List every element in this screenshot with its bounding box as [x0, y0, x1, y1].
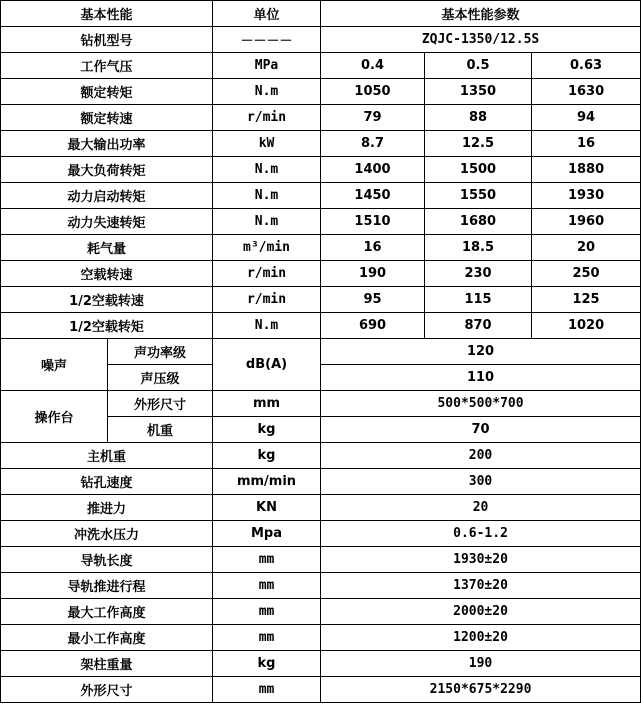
- param-unit: Mpa: [213, 521, 321, 547]
- table-row: [1, 443, 641, 469]
- table-row: [1, 287, 641, 313]
- param-name: 最大工作高度: [1, 599, 213, 625]
- param-name: 推进力: [1, 495, 213, 521]
- table-row: [1, 391, 641, 417]
- table-row: [1, 599, 641, 625]
- param-value: 125: [532, 287, 641, 313]
- table-row: [1, 625, 641, 651]
- table-row: [1, 573, 641, 599]
- param-value: 0.4: [321, 53, 425, 79]
- param-name: 主机重: [1, 443, 213, 469]
- param-name: 空载转速: [1, 261, 213, 287]
- param-value: 70: [321, 417, 641, 443]
- table-row: [1, 79, 641, 105]
- table-row: [1, 157, 641, 183]
- param-unit: KN: [213, 495, 321, 521]
- param-name: 动力失速转矩: [1, 209, 213, 235]
- param-name: 导轨推进行程: [1, 573, 213, 599]
- param-unit: mm/min: [213, 469, 321, 495]
- table-row: [1, 261, 641, 287]
- param-unit: mm: [213, 625, 321, 651]
- param-value: 690: [321, 313, 425, 339]
- param-name: 工作气压: [1, 53, 213, 79]
- param-unit: mm: [213, 391, 321, 417]
- param-value: 870: [425, 313, 532, 339]
- param-name: 钻孔速度: [1, 469, 213, 495]
- param-value: 190: [321, 261, 425, 287]
- param-value: 1680: [425, 209, 532, 235]
- param-value: 1960: [532, 209, 641, 235]
- param-name: 耗气量: [1, 235, 213, 261]
- param-unit: mm: [213, 573, 321, 599]
- param-name: 最大负荷转矩: [1, 157, 213, 183]
- param-name: 外形尺寸: [108, 391, 213, 417]
- param-unit: N.m: [213, 79, 321, 105]
- param-value: 1630: [532, 79, 641, 105]
- table-row: [1, 339, 641, 365]
- param-value: 1930±20: [321, 547, 641, 573]
- param-name: 钻机型号: [1, 27, 213, 53]
- param-unit: mm: [213, 677, 321, 703]
- param-name: 动力启动转矩: [1, 183, 213, 209]
- table-row: [1, 131, 641, 157]
- param-unit: mm: [213, 547, 321, 573]
- param-value: 500*500*700: [321, 391, 641, 417]
- param-value: 12.5: [425, 131, 532, 157]
- param-unit: N.m: [213, 157, 321, 183]
- param-value: 95: [321, 287, 425, 313]
- param-value: 1370±20: [321, 573, 641, 599]
- param-value: 16: [532, 131, 641, 157]
- table-row: [1, 547, 641, 573]
- param-name: 1/2空载转矩: [1, 313, 213, 339]
- param-unit: －－－－: [213, 27, 321, 53]
- param-value: 250: [532, 261, 641, 287]
- param-unit: r/min: [213, 261, 321, 287]
- param-value: 110: [321, 365, 641, 391]
- table-row: [1, 469, 641, 495]
- table-row: [1, 651, 641, 677]
- param-value: 2000±20: [321, 599, 641, 625]
- table-row: [1, 495, 641, 521]
- param-unit: mm: [213, 599, 321, 625]
- param-value: 1200±20: [321, 625, 641, 651]
- param-value: 190: [321, 651, 641, 677]
- param-value: 1020: [532, 313, 641, 339]
- param-name: 机重: [108, 417, 213, 443]
- param-unit: r/min: [213, 287, 321, 313]
- table-row: [1, 105, 641, 131]
- param-value: 2150*675*2290: [321, 677, 641, 703]
- param-value: 0.63: [532, 53, 641, 79]
- table-row: [1, 677, 641, 703]
- param-value: 200: [321, 443, 641, 469]
- param-name: 声压级: [108, 365, 213, 391]
- header-params: 基本性能参数: [321, 1, 641, 27]
- param-value: 0.5: [425, 53, 532, 79]
- table-row: [1, 313, 641, 339]
- header-row: [1, 1, 641, 27]
- param-name: 声功率级: [108, 339, 213, 365]
- param-value: 0.6-1.2: [321, 521, 641, 547]
- param-value: 79: [321, 105, 425, 131]
- param-value: 8.7: [321, 131, 425, 157]
- header-unit: 单位: [213, 1, 321, 27]
- param-name: 额定转矩: [1, 79, 213, 105]
- param-value: 16: [321, 235, 425, 261]
- table-row: [1, 521, 641, 547]
- param-value: 1050: [321, 79, 425, 105]
- param-name: 最大输出功率: [1, 131, 213, 157]
- table-row: [1, 209, 641, 235]
- param-value: 18.5: [425, 235, 532, 261]
- param-unit: r/min: [213, 105, 321, 131]
- param-unit: m³/min: [213, 235, 321, 261]
- param-name: 导轨长度: [1, 547, 213, 573]
- param-unit: MPa: [213, 53, 321, 79]
- header-name: 基本性能: [1, 1, 213, 27]
- table-row: [1, 27, 641, 53]
- param-value: 1930: [532, 183, 641, 209]
- table-row: [1, 183, 641, 209]
- param-value: 1550: [425, 183, 532, 209]
- param-unit: kg: [213, 417, 321, 443]
- param-value: 1450: [321, 183, 425, 209]
- param-unit: N.m: [213, 209, 321, 235]
- param-name: 外形尺寸: [1, 677, 213, 703]
- param-name: 最小工作高度: [1, 625, 213, 651]
- param-unit: kg: [213, 443, 321, 469]
- param-name: 额定转速: [1, 105, 213, 131]
- param-unit: kg: [213, 651, 321, 677]
- param-unit: kW: [213, 131, 321, 157]
- group-label: 噪声: [1, 339, 108, 391]
- param-value: 20: [321, 495, 641, 521]
- param-unit: N.m: [213, 313, 321, 339]
- param-value: 1880: [532, 157, 641, 183]
- param-unit: N.m: [213, 183, 321, 209]
- param-value: 300: [321, 469, 641, 495]
- param-value: 120: [321, 339, 641, 365]
- param-name: 1/2空载转速: [1, 287, 213, 313]
- param-name: 冲洗水压力: [1, 521, 213, 547]
- table-row: [1, 235, 641, 261]
- param-value: 20: [532, 235, 641, 261]
- table-row: [1, 53, 641, 79]
- param-value: 230: [425, 261, 532, 287]
- group-label: 操作台: [1, 391, 108, 443]
- param-value: 1350: [425, 79, 532, 105]
- param-value: 1500: [425, 157, 532, 183]
- param-value: 88: [425, 105, 532, 131]
- param-value: 115: [425, 287, 532, 313]
- param-unit: dB(A): [213, 339, 321, 391]
- param-value: 94: [532, 105, 641, 131]
- param-value: 1510: [321, 209, 425, 235]
- param-value: 1400: [321, 157, 425, 183]
- param-name: 架柱重量: [1, 651, 213, 677]
- param-value: ZQJC-1350/12.5S: [321, 27, 641, 53]
